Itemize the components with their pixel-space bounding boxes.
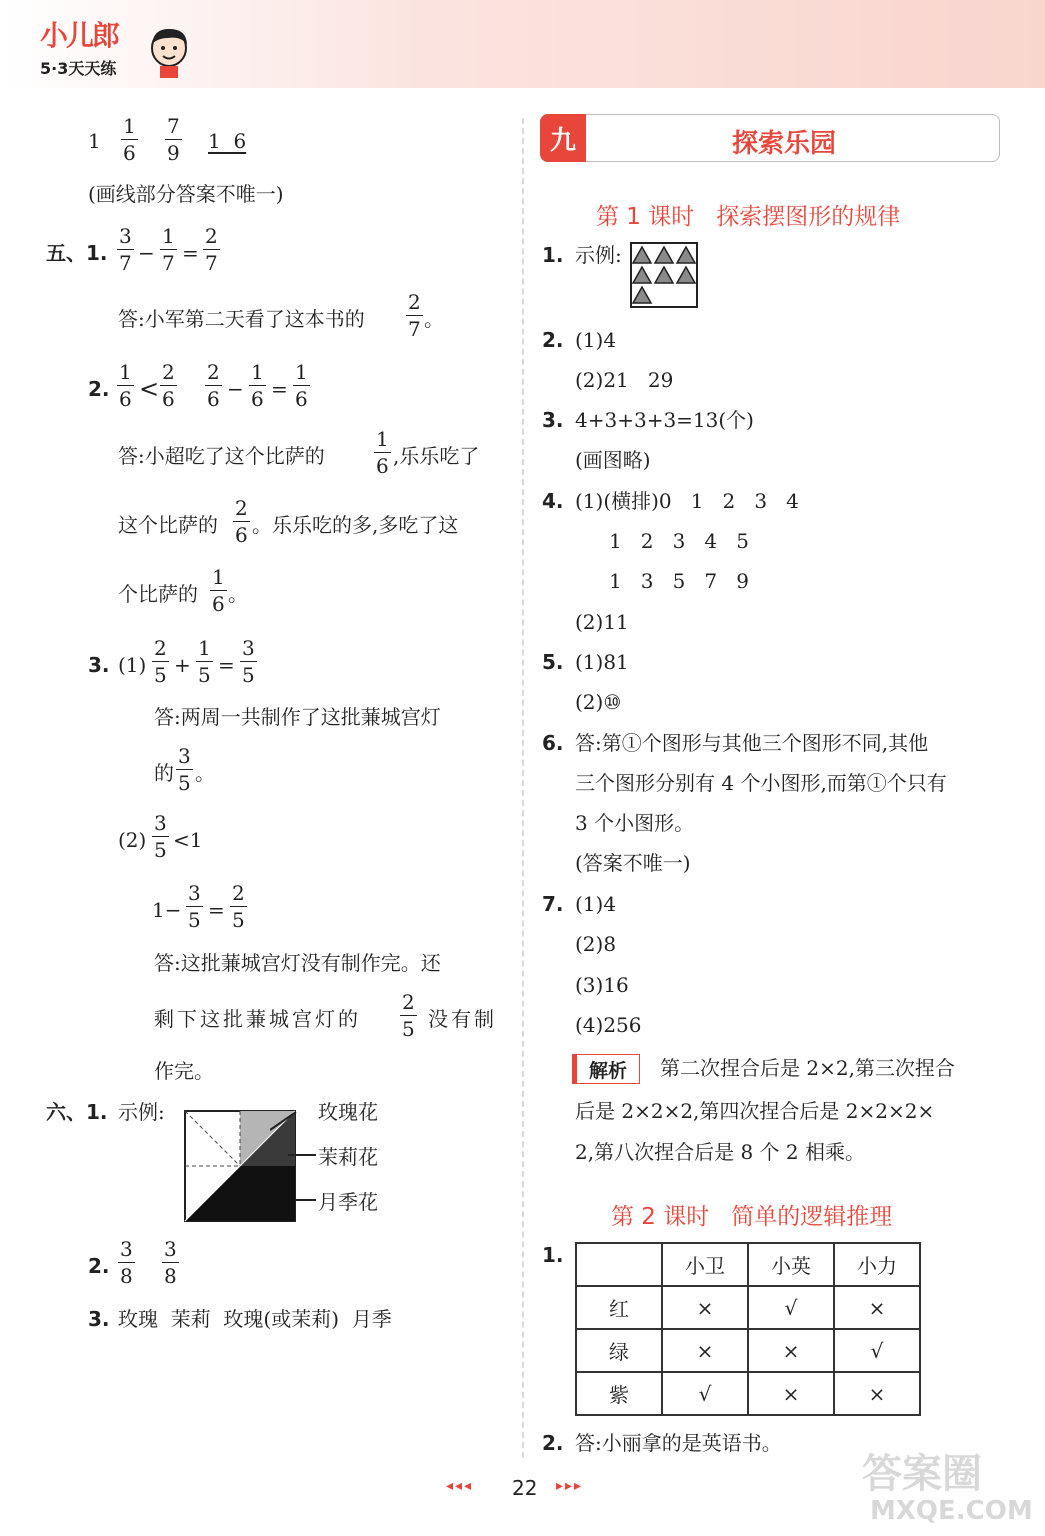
table-cell: √ [662,1372,748,1415]
fraction: $\frac{3}{8}$ [164,1237,177,1288]
table-cell: × [748,1372,834,1415]
answer-text: 这个比萨的 [118,513,218,537]
question-label: 3. [542,408,564,432]
answer-text: 。乐乐吃的多,多吃了这 [252,513,459,537]
answer-text: (1)4 [575,892,617,916]
answer-text: (1)81 [575,650,629,674]
answer-text: (画图略) [575,448,651,472]
fraction: $\frac{3}{5}$ [154,811,167,862]
table-row [576,1329,920,1372]
question-label: 5. [542,650,564,674]
analysis-text: 后是 2×2×2,第四次捏合后是 2×2×2× [575,1099,935,1123]
table-cell: × [662,1329,748,1372]
operator: = [271,377,288,401]
fraction: $\frac{3}{5}$ [242,636,255,687]
table-cell: × [834,1372,920,1415]
answer-text: (2)⑩ [575,690,622,714]
answer-text: 。 [195,761,215,785]
logo-title: 小儿郎 [40,19,119,52]
answer-text: 。 [424,307,444,331]
fraction: $\frac{1}{6}$ [376,427,389,478]
underlined-answer: 1 6 [208,129,247,153]
answer-text: ,乐乐吃了 [393,444,480,468]
table-header-row [576,1243,920,1286]
fraction: $\frac{3}{8}$ [120,1237,133,1288]
sub-label: (1) [118,653,147,677]
answer-text: (2)11 [575,610,629,634]
answer-text: 个比萨的 [118,582,198,606]
operator: <1 [173,828,203,852]
answer-text: 答:这批蒹城宫灯没有制作完。还 [154,951,441,975]
operator: + [174,653,191,677]
analysis-text: 第二次捏合后是 2×2,第三次捏合 [660,1056,955,1080]
question-label: 1. [542,243,564,267]
watermark-url: MXQE.COM [870,1496,1033,1526]
column-divider [522,118,524,1458]
answer-text: 作完。 [154,1059,214,1083]
table-header-cell: 小英 [748,1243,834,1286]
section-label: 六、1. [46,1100,108,1124]
question-label: 6. [542,731,564,755]
answer-text: 剩下这批蒹城宫灯的 [154,1007,361,1031]
answer-text: 。 [228,582,248,606]
answer-text: 3 个小图形。 [575,811,695,835]
table-cell: × [834,1286,920,1329]
answer-text: 答:第①个图形与其他三个图形不同,其他 [575,731,929,755]
table-header-cell: 小卫 [662,1243,748,1286]
fraction: $\frac{2}{5}$ [154,636,167,687]
legend-rose: 玫瑰花 [318,1100,378,1124]
section-title: 探索乐园 [732,129,837,159]
legend-chinese-rose: 月季花 [318,1190,378,1214]
fraction: $\frac{1}{6}$ [119,360,132,411]
fraction: $\frac{2}{6}$ [207,360,220,411]
table-cell: 红 [576,1286,662,1329]
answer-text: (答案不唯一) [575,851,691,875]
fraction: $\frac{3}{7}$ [119,224,132,275]
sub-label: (2) [118,828,147,852]
question-label: 3. [88,653,110,677]
fraction: $\frac{1}{6}$ [295,360,308,411]
example-label: 示例: [118,1100,165,1124]
question-label: 7. [542,892,564,916]
fraction: $\frac{2}{5}$ [402,990,415,1041]
fraction: $\frac{2}{6}$ [162,360,175,411]
answer-text: 答:两周一共制作了这批蒹城宫灯 [154,705,441,729]
fraction: $\frac{1}{6}$ [251,360,264,411]
table-cell: √ [834,1329,920,1372]
fraction: $\frac{2}{5}$ [232,881,245,932]
logo [40,19,119,79]
operator: 1− [152,898,182,922]
answer-text: (4)256 [575,1013,642,1037]
legend-jasmine: 茉莉花 [318,1145,378,1169]
table-cell: × [748,1329,834,1372]
lesson-title: 第 2 课时 简单的逻辑推理 [611,1204,893,1230]
table-cell: × [662,1286,748,1329]
fraction: $\frac{7}{9}$ [167,114,180,165]
answer-text: 答:小超吃了这个比萨的 [118,444,325,468]
table-row [576,1372,920,1415]
fraction: $\frac{3}{5}$ [178,744,191,795]
answer-text: 答:小丽拿的是英语书。 [575,1431,782,1455]
table-cell: 紫 [576,1372,662,1415]
table-header-cell: 小力 [834,1243,920,1286]
answer-text: (2)21 29 [575,368,674,392]
answer-text: 1 3 5 7 9 [609,569,749,593]
answer-text: 三个图形分别有 4 个小图形,而第①个只有 [575,771,947,795]
question-label: 2. [88,377,110,401]
operator: = [218,653,235,677]
operator: = [208,898,225,922]
answer-text: 1 2 3 4 5 [609,529,749,553]
analysis-text: 2,第八次捏合后是 8 个 2 相乘。 [575,1140,865,1164]
fraction: $\frac{1}{7}$ [162,224,175,275]
page-number: 22 [512,1476,538,1500]
fraction: $\frac{1}{5}$ [198,636,211,687]
fraction: $\frac{1}{6}$ [123,114,136,165]
answer-text: (1)4 [575,328,617,352]
watermark: 答案圈 [862,1451,982,1497]
analysis-tag: 解析 [572,1054,640,1084]
question-label: 4. [542,489,564,513]
fraction: $\frac{1}{6}$ [212,565,225,616]
answer-text: (1)(横排)0 1 2 3 4 [575,489,799,513]
legend-leaders [270,1110,320,1210]
question-label: 3. [88,1307,110,1331]
answer-text: 4+3+3+3=13(个) [575,408,754,432]
answer-text: 的 [154,761,174,785]
prev-arrows-icon: ◂◂◂ [446,1478,474,1494]
mascot-icon [146,24,192,80]
operator: − [227,377,244,401]
operator: < [139,375,160,403]
answer-text: 答:小军第二天看了这本书的 [118,307,365,331]
logo-subtitle: 5·3天天练 [40,59,117,78]
section-number: 九 [540,114,586,162]
lesson-title: 第 1 课时 探索摆图形的规律 [596,204,901,230]
fraction: $\frac{2}{7}$ [408,290,421,341]
answer-text: 玫瑰 茉莉 玫瑰(或茉莉) 月季 [118,1307,392,1331]
logic-table [575,1242,921,1416]
question-label: 2. [88,1254,110,1278]
answer-text: (2)8 [575,932,617,956]
operator: − [138,241,155,265]
question-label: 2. [542,1431,564,1455]
answer-text: 没有制 [428,1007,497,1031]
next-arrows-icon: ▸▸▸ [556,1478,584,1494]
section-label: 五、1. [46,241,108,265]
question-label: 1. [542,1243,564,1267]
note: (画线部分答案不唯一) [88,182,284,206]
fraction: $\frac{3}{5}$ [188,881,201,932]
table-row [576,1286,920,1329]
fraction: $\frac{2}{7}$ [205,224,218,275]
answer-item: 1 [88,129,101,153]
example-label: 示例: [575,243,622,267]
fraction: $\frac{2}{6}$ [235,496,248,547]
question-label: 2. [542,328,564,352]
table-cell: 绿 [576,1329,662,1372]
table-cell: √ [748,1286,834,1329]
table-header-cell [576,1243,662,1286]
operator: = [182,241,199,265]
triangle-pattern [630,242,700,310]
answer-text: (3)16 [575,973,629,997]
